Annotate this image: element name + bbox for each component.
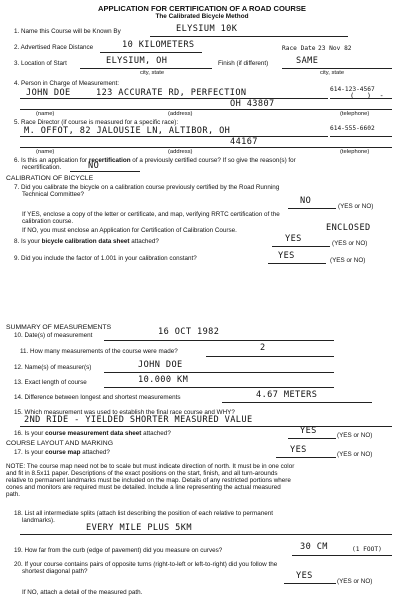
- q4-cap-name: (name): [36, 111, 55, 117]
- q8-line: [272, 246, 330, 247]
- q7-line-2: Technical Committee?: [22, 191, 84, 198]
- q4-phone-1[interactable]: 614-123-4567: [330, 86, 375, 93]
- q15-label: 15. Which measurement was used to establish the final race course and WHY?: [14, 409, 235, 416]
- q12-line: [104, 372, 334, 373]
- layout-heading: COURSE LAYOUT AND MARKING: [6, 440, 114, 447]
- q20-value[interactable]: YES: [296, 571, 313, 581]
- q8-suffix: (YES or NO): [332, 240, 368, 247]
- q14-label: 14. Difference between longest and shortest measurements: [14, 394, 181, 401]
- q3-caption-1: city, state: [140, 70, 165, 76]
- q3-label: 3. Location of Start: [14, 60, 67, 67]
- q3-finish-label: Finish (if different): [218, 60, 269, 67]
- q4-phone-line-1: [330, 98, 392, 99]
- form-title: APPLICATION FOR CERTIFICATION OF A ROAD COURSE: [98, 4, 306, 13]
- q13-value[interactable]: 10.000 KM: [138, 375, 189, 385]
- q12-label: 12. Name(s) of measurer(s): [14, 364, 92, 371]
- q8-value[interactable]: YES: [285, 234, 302, 244]
- q7-note-2: calibration course.: [22, 218, 74, 225]
- q2-race-date-label: Race Date: [282, 45, 316, 52]
- q4-name[interactable]: JOHN DOE: [26, 88, 71, 98]
- q20-suffix: (YES or NO): [337, 578, 373, 585]
- q3-start-line: [80, 68, 212, 69]
- q17-line: [276, 457, 336, 458]
- q11-label: 11. How many measurements of the course were made?: [20, 348, 178, 355]
- q18-value[interactable]: EVERY MILE PLUS 5KM: [86, 523, 192, 533]
- q19-line: [292, 555, 392, 556]
- q4-address-2[interactable]: OH 43807: [230, 99, 275, 109]
- q3-start-value[interactable]: ELYSIUM, OH: [106, 56, 168, 66]
- q2-line: [100, 52, 202, 53]
- summary-heading: SUMMARY OF MEASUREMENTS: [6, 324, 112, 331]
- q20-line: [284, 583, 336, 584]
- note-line-1: NOTE: The course map need not be to scale but must indicate direction of north. It must be in one color: [6, 463, 295, 470]
- q7-note-3: If NO, you must enclose an Application for Certification of Calibration Course.: [22, 227, 237, 234]
- note-line-4: cones and monitors are required must be detailed. Include a line representing the actual measured: [6, 484, 281, 491]
- q3-caption-2: city, state: [320, 70, 345, 76]
- q7-note-1: If YES, enclose a copy of the letter or certificate, and map, verifying RRTC certification of the: [22, 211, 280, 218]
- q16-line: [288, 438, 336, 439]
- q19-value-2[interactable]: (1 FOOT): [352, 546, 382, 553]
- q10-value[interactable]: 16 OCT 1982: [158, 327, 220, 337]
- note-line-3: relative to permanent landmarks must be included on the map. Details of any restricted portions where: [6, 477, 291, 484]
- note-line-5: path.: [6, 491, 21, 498]
- q3-finish-value[interactable]: SAME: [296, 56, 319, 66]
- q3-finish-line: [282, 68, 392, 69]
- q5-cap-phone: (telephone): [340, 149, 370, 155]
- q6-line: [70, 171, 140, 172]
- q9-suffix: (YES or NO): [330, 257, 366, 264]
- q7-suffix: (YES or NO): [338, 203, 374, 210]
- q8-label: 8. Is your bicycle calibration data sheet attached?: [14, 238, 159, 245]
- q16-suffix: (YES or NO): [337, 432, 373, 439]
- q12-value[interactable]: JOHN DOE: [138, 360, 183, 370]
- q18-line-2: landmarks).: [22, 517, 55, 524]
- q4-cap-address: (address): [168, 111, 193, 117]
- q5-line-1: [20, 136, 328, 137]
- q5-line-2: [20, 147, 392, 148]
- q10-line: [104, 340, 334, 341]
- q17-label: 17. Is your course map attached?: [14, 449, 110, 456]
- q19-label: 19. How far from the curb (edge of pavement) did you measure on curves?: [14, 547, 223, 554]
- q1-label: 1. Name this Course will be Known By: [14, 28, 121, 35]
- q11-value[interactable]: 2: [260, 343, 266, 353]
- q17-value[interactable]: YES: [290, 445, 307, 455]
- q16-value[interactable]: YES: [300, 426, 317, 436]
- calibration-heading: CALIBRATION OF BICYCLE: [6, 175, 94, 182]
- q13-line: [104, 387, 334, 388]
- q15-line: [20, 426, 392, 427]
- q7-line: [288, 208, 336, 209]
- form-subtitle: The Calibrated Bicycle Method: [155, 13, 249, 20]
- q4-label: 4. Person in Charge of Measurement:: [14, 80, 120, 87]
- q6-value[interactable]: NO: [88, 161, 100, 171]
- q14-line: [222, 402, 372, 403]
- q20-line-1: 20. If your course contains pairs of opposite turns (right-to-left or left-to-right) did you follow the: [14, 561, 278, 568]
- q7-line-1: 7. Did you calibrate the bicycle on a calibration course previously certified by the Road Running: [14, 184, 280, 191]
- q1-line: [150, 36, 348, 37]
- q17-suffix: (YES or NO): [337, 451, 373, 458]
- q5-cap-name: (name): [36, 149, 55, 155]
- q4-line-1: [20, 98, 328, 99]
- q2-value[interactable]: 10 KILOMETERS: [122, 40, 195, 50]
- q16-label: 16. Is your course measurement data sheet attached?: [14, 430, 171, 437]
- q5-cap-address: (address): [168, 149, 193, 155]
- q20-note: If NO, attach a detail of the measured path.: [22, 589, 143, 596]
- q5-name-address[interactable]: M. OFFOT, 82 JALOUSIE LN, ALTIBOR, OH: [24, 126, 231, 136]
- q7-value[interactable]: NO: [300, 196, 312, 206]
- note-line-2: and fit in 8.5x11 paper. Descriptions of the exact positions on the start, finish, and all turn-arounds: [6, 470, 278, 477]
- q9-label: 9. Did you include the factor of 1.001 in your calibration constant?: [14, 255, 197, 262]
- q4-line-2: [20, 109, 392, 110]
- q18-line-1: 18. List all intermediate splits (attach list describing the position of each relative to permanent: [14, 510, 274, 517]
- q5-phone[interactable]: 614-555-6602: [330, 125, 375, 132]
- q6-label-2: recertification.: [22, 164, 62, 171]
- q6-label: 6. Is this an application for recertification of a previously certified course? If so give the reason(s) for: [14, 157, 296, 164]
- q19-value[interactable]: 30 CM: [300, 542, 328, 552]
- q9-value[interactable]: YES: [278, 251, 295, 261]
- q4-phone-separator: ( ) -: [350, 92, 384, 100]
- q20-line-2: shortest diagonal path?: [22, 568, 88, 575]
- q2-label: 2. Advertised Race Distance: [14, 44, 94, 51]
- q15-value[interactable]: 2ND RIDE - YIELDED SHORTER MEASURED VALUE: [24, 415, 253, 425]
- q5-phone-line: [330, 136, 392, 137]
- q10-label: 10. Date(s) of measurement: [14, 332, 93, 339]
- q2-race-date[interactable]: 23 Nov 82: [318, 45, 352, 52]
- q4-cap-phone: (telephone): [340, 111, 370, 117]
- q13-label: 13. Exact length of course: [14, 379, 87, 386]
- q18-line: [20, 534, 392, 535]
- q1-value[interactable]: ELYSIUM 10K: [176, 24, 238, 34]
- q4-address-1[interactable]: 123 ACCURATE RD, PERFECTION: [96, 88, 247, 98]
- q11-line: [206, 356, 334, 357]
- q5-label: 5. Race Director (if course is measured for a specific race):: [14, 119, 179, 126]
- q7-note-3-value[interactable]: ENCLOSED: [326, 223, 371, 233]
- q14-value[interactable]: 4.67 METERS: [256, 390, 318, 400]
- q9-line: [268, 263, 326, 264]
- q5-zip[interactable]: 44167: [230, 137, 258, 147]
